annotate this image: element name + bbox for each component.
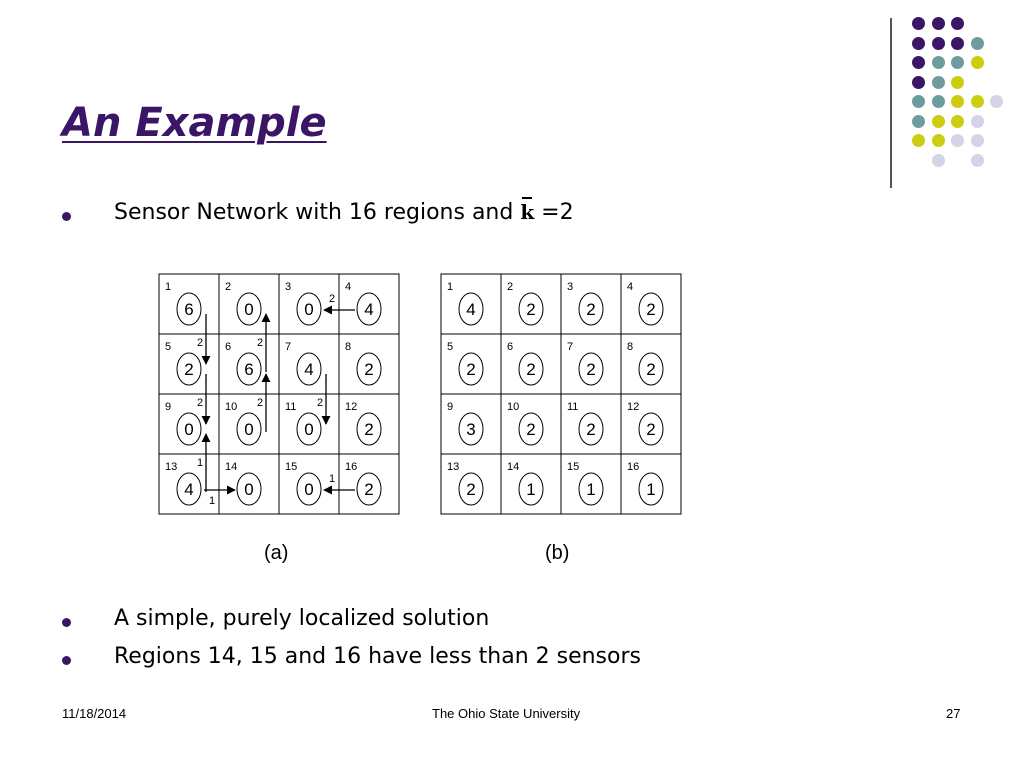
region-id-label: 6 bbox=[507, 341, 514, 353]
region-id-label: 2 bbox=[225, 281, 232, 293]
region-id-label: 8 bbox=[627, 341, 634, 353]
move-amount-label: 2 bbox=[257, 397, 264, 409]
move-amount-label: 2 bbox=[197, 337, 204, 349]
sensor-count: 2 bbox=[646, 300, 656, 319]
sensor-count: 1 bbox=[526, 480, 536, 499]
sensor-count: 1 bbox=[586, 480, 596, 499]
sensor-count: 2 bbox=[646, 420, 656, 439]
sensor-count: 2 bbox=[526, 420, 536, 439]
sensor-count: 2 bbox=[586, 420, 596, 439]
sensor-count: 2 bbox=[364, 360, 374, 379]
sensor-count: 0 bbox=[244, 300, 254, 319]
region-id-label: 9 bbox=[447, 401, 454, 413]
bullet-1-text: Sensor Network with 16 regions and bbox=[114, 200, 521, 225]
bullet-dot-icon bbox=[62, 618, 71, 627]
region-id-label: 8 bbox=[345, 341, 352, 353]
sensor-count: 2 bbox=[526, 360, 536, 379]
bullet-1-suffix: =2 bbox=[534, 200, 574, 225]
region-id-label: 7 bbox=[285, 341, 292, 353]
region-id-label: 13 bbox=[447, 461, 460, 473]
sensor-count: 2 bbox=[466, 480, 476, 499]
k-bar-symbol: k bbox=[520, 200, 535, 224]
region-id-label: 5 bbox=[447, 341, 454, 353]
sensor-count: 0 bbox=[244, 420, 254, 439]
sensor-count: 4 bbox=[466, 300, 476, 319]
region-id-label: 12 bbox=[627, 401, 640, 413]
move-amount-label: 1 bbox=[197, 457, 204, 469]
move-amount-label: 2 bbox=[257, 337, 264, 349]
sensor-count: 0 bbox=[304, 300, 314, 319]
region-id-label: 6 bbox=[225, 341, 232, 353]
grid-a bbox=[159, 274, 399, 514]
sensor-count: 0 bbox=[244, 480, 254, 499]
sensor-count: 0 bbox=[304, 480, 314, 499]
sensor-count: 0 bbox=[304, 420, 314, 439]
sensor-count: 2 bbox=[364, 480, 374, 499]
region-id-label: 11 bbox=[567, 401, 579, 413]
footer-date: 11/18/2014 bbox=[62, 706, 127, 721]
region-id-label: 5 bbox=[165, 341, 172, 353]
region-id-label: 1 bbox=[165, 281, 172, 293]
sensor-count: 4 bbox=[364, 300, 374, 319]
region-id-label: 15 bbox=[285, 461, 298, 473]
region-id-label: 3 bbox=[285, 281, 292, 293]
sensor-count: 2 bbox=[526, 300, 536, 319]
sensor-count: 2 bbox=[364, 420, 374, 439]
region-id-label: 16 bbox=[345, 461, 358, 473]
region-id-label: 15 bbox=[567, 461, 580, 473]
move-amount-label: 1 bbox=[209, 495, 216, 507]
move-amount-label: 1 bbox=[329, 473, 336, 485]
slide-title: An Example bbox=[62, 100, 327, 146]
sensor-count: 3 bbox=[466, 420, 476, 439]
region-id-label: 12 bbox=[345, 401, 358, 413]
region-id-label: 1 bbox=[447, 281, 454, 293]
move-amount-label: 2 bbox=[317, 397, 324, 409]
sensor-count: 2 bbox=[466, 360, 476, 379]
footer-page-number: 27 bbox=[946, 706, 961, 721]
bullet-dot-icon bbox=[62, 656, 71, 665]
sensor-count: 4 bbox=[304, 360, 314, 379]
region-id-label: 4 bbox=[627, 281, 634, 293]
move-amount-label: 2 bbox=[329, 293, 336, 305]
region-id-label: 11 bbox=[285, 401, 297, 413]
sensor-count: 6 bbox=[244, 360, 254, 379]
sensor-count: 0 bbox=[184, 420, 194, 439]
move-amount-label: 2 bbox=[197, 397, 204, 409]
region-id-label: 14 bbox=[507, 461, 520, 473]
region-id-label: 13 bbox=[165, 461, 178, 473]
sensor-count: 2 bbox=[646, 360, 656, 379]
region-id-label: 10 bbox=[225, 401, 238, 413]
sensor-count: 4 bbox=[184, 480, 194, 499]
footer-organization: The Ohio State University bbox=[432, 706, 581, 721]
grid-b-caption: (b) bbox=[545, 542, 570, 564]
region-id-label: 10 bbox=[507, 401, 520, 413]
sensor-count: 6 bbox=[184, 300, 194, 319]
sensor-count: 2 bbox=[586, 360, 596, 379]
sensor-count: 2 bbox=[586, 300, 596, 319]
region-id-label: 4 bbox=[345, 281, 352, 293]
region-id-label: 9 bbox=[165, 401, 172, 413]
sensor-count: 1 bbox=[646, 480, 656, 499]
grid-b bbox=[441, 274, 681, 514]
grid-a-caption: (a) bbox=[264, 542, 289, 564]
bullet-2-text: A simple, purely localized solution bbox=[114, 606, 490, 631]
region-id-label: 14 bbox=[225, 461, 238, 473]
bullet-3-text: Regions 14, 15 and 16 have less than 2 sensors bbox=[114, 644, 641, 669]
region-id-label: 3 bbox=[567, 281, 574, 293]
region-id-label: 7 bbox=[567, 341, 574, 353]
region-id-label: 2 bbox=[507, 281, 514, 293]
region-id-label: 16 bbox=[627, 461, 640, 473]
sensor-count: 2 bbox=[184, 360, 194, 379]
